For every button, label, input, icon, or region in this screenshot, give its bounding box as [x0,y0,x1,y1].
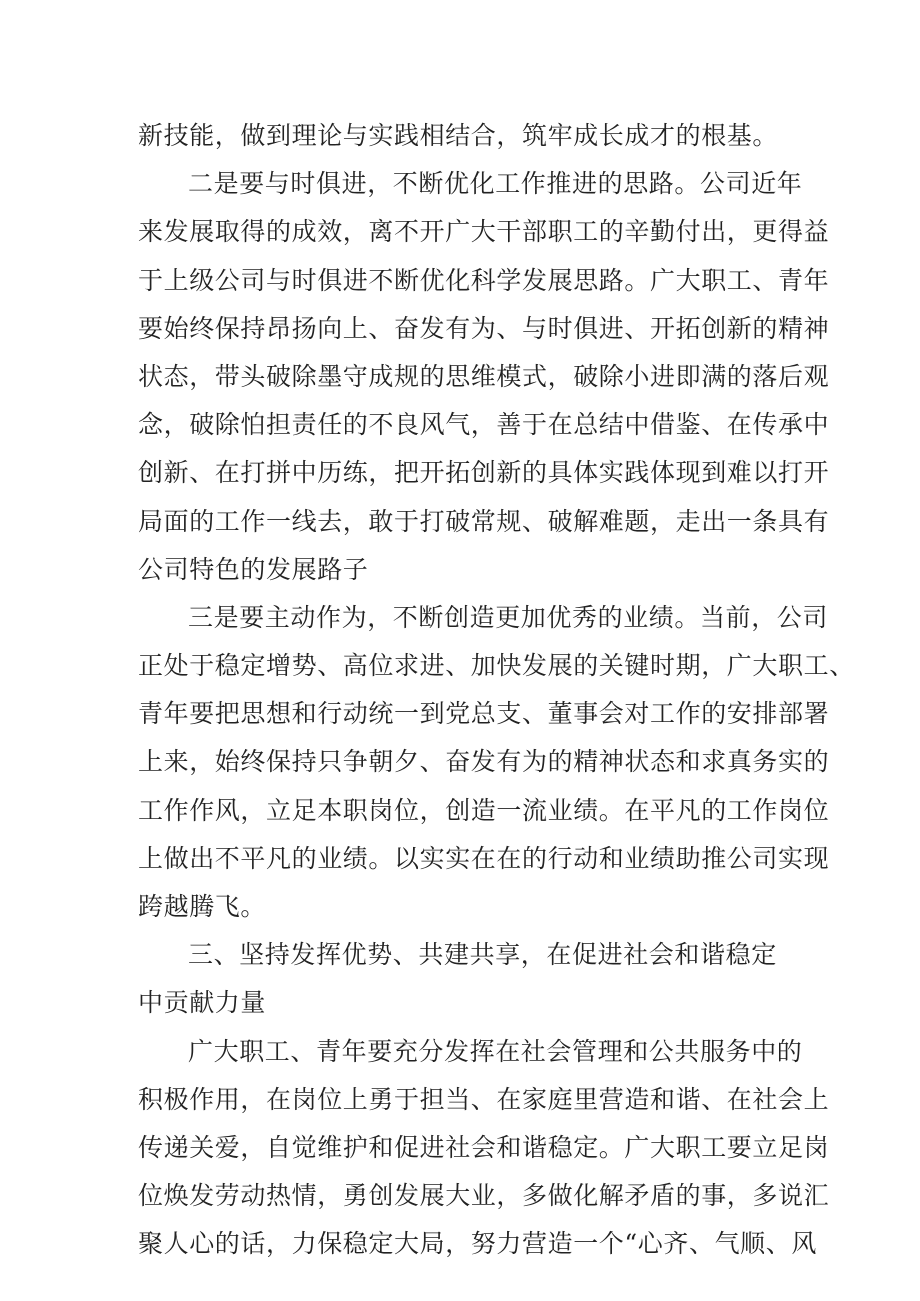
text-line: 正处于稳定增势、高位求进、加快发展的关键时期，广大职工、 [138,651,855,681]
text-line: 状态，带头破除墨守成规的思维模式，破除小进即满的落后观 [138,361,830,391]
text-line: 新技能，做到理论与实践相结合，筑牢成长成才的根基。 [138,121,779,150]
text-line: 来发展取得的成效，离不开广大干部职工的辛勤付出，更得益 [138,217,830,247]
section-heading: 三、坚持发挥优势、共建共享，在促进社会和谐稳定 [188,940,777,970]
text-line: 上来，始终保持只争朝夕、奋发有为的精神状态和求真务实的 [138,747,830,777]
text-line: 跨越腾飞。 [138,892,267,921]
section-heading: 中贡献力量 [138,988,267,1018]
text-line: 上做出不平凡的业绩。以实实在在的行动和业绩助推公司实现 [138,843,830,873]
text-line: 青年要把思想和行动统一到党总支、董事会对工作的安排部署 [138,699,830,729]
text-line: 公司特色的发展路子 [138,554,369,584]
text-line: 要始终保持昂扬向上、奋发有为、与时俱进、开拓创新的精神 [138,313,830,343]
text-line: 念，破除怕担责任的不良风气，善于在总结中借鉴、在传承中 [138,410,830,440]
text-line: 创新、在打拼中历练，把开拓创新的具体实践体现到难以打开 [138,458,830,488]
text-line: 积极作用，在岗位上勇于担当、在家庭里营造和谐、在社会上 [138,1084,830,1114]
text-line: 位焕发劳动热情，勇创发展大业，多做化解矛盾的事，多说汇 [138,1181,830,1211]
text-line: 二是要与时俱进，不断优化工作推进的思路。公司近年 [188,169,803,199]
text-line: 聚人心的话，力保稳定大局，努力营造一个“心齐、气顺、风 [138,1229,817,1259]
document-body [138,112,855,1269]
text-line: 工作作风，立足本职岗位，创造一流业绩。在平凡的工作岗位 [138,795,830,825]
text-line: 传递关爱，自觉维护和促进社会和谐稳定。广大职工要立足岗 [138,1132,830,1162]
text-line: 于上级公司与时俱进不断优化科学发展思路。广大职工、青年 [138,265,830,295]
text-line: 广大职工、青年要充分发挥在社会管理和公共服务中的 [188,1036,803,1066]
text-line: 三是要主动作为，不断创造更加优秀的业绩。当前，公司 [188,602,829,632]
text-line: 局面的工作一线去，敢于打破常规、破解难题，走出一条具有 [138,506,830,536]
